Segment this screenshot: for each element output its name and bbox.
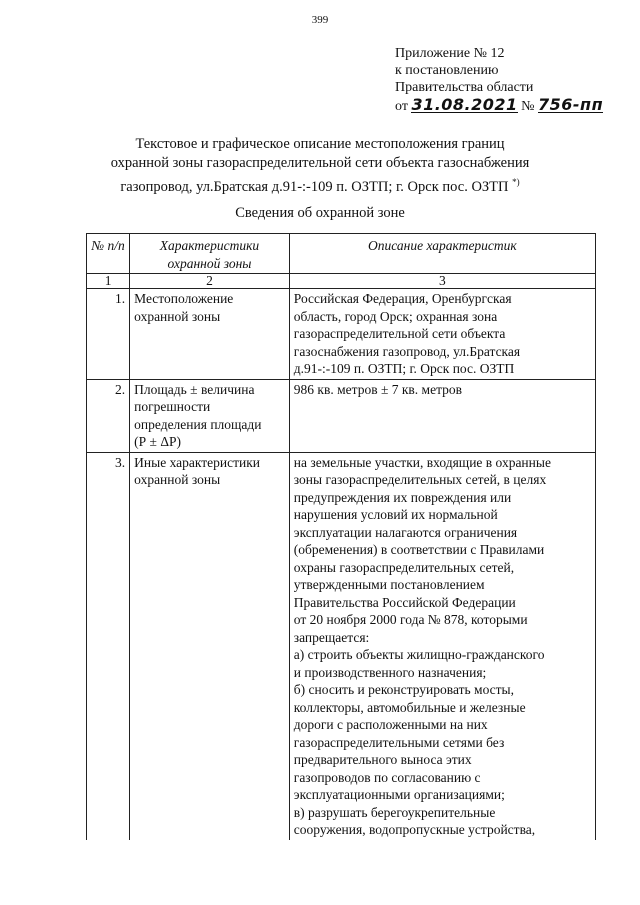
char-line: погрешности [134,399,211,414]
footnote-mark: *) [512,177,520,187]
appendix-date-line [395,96,603,115]
desc-line: нарушения условий их нормальной [293,507,498,522]
char-line: Местоположение [134,291,234,306]
desc-line: коллекторы, автомобильные и железные [293,699,526,715]
page-number: 399 [311,14,329,26]
row-characteristic [130,379,290,452]
column-number-3: 3 [289,274,595,289]
title-line-3: газопровод, ул.Братская д.91-:-109 п. ОЗТП; г. Орск пос. ОЗТП [120,178,509,195]
desc-line: эксплуатации налагаются ограничения [293,524,518,540]
column-numbers-row [87,274,596,289]
signed-date-field [411,96,517,115]
desc-line: (обременения) в соответствии с Правилами [293,542,545,557]
column-number-2: 2 [130,274,290,289]
title-line-3-wrap [80,173,560,197]
desc-line: Правительства Российской Федерации [293,594,516,610]
desc-line: газораспределительными сетями без [293,734,505,750]
char-line: (Р ± ΔР) [134,434,182,449]
desc-line: газоснабжения газопровод, ул.Братская [293,343,521,359]
desc-line: утвержденными постановлением [293,577,485,592]
desc-line: от 20 ноября 2000 года № 878, которыми [293,612,528,627]
char-line: охранной зоны [134,308,221,324]
table-row [87,289,596,380]
table-row [87,452,596,840]
desc-line: сооружения, водопропускные устройства, [293,822,536,837]
char-line: Площадь ± величина [134,381,255,397]
protection-zone-table [86,233,596,840]
appendix-line-1: Приложение № 12 [395,46,505,61]
column-number-1: 1 [87,274,130,289]
header-characteristic: Характеристики охранной зоны [130,234,290,274]
row-number: 2. [87,379,130,452]
title-line-2: охранной зоны газораспределительной сети объекта газоснабжения [110,155,530,171]
row-characteristic [130,289,290,380]
desc-line: и производственного назначения; [293,664,487,680]
handwritten-date: 31.08.2021 [411,95,518,114]
desc-line: 986 кв. метров ± 7 кв. метров [293,381,463,397]
desc-line: область, город Орск; охранная зона [293,308,498,324]
desc-line: газораспределительной сети объекта [293,326,506,341]
desc-line: предварительного выноса этих [293,752,472,767]
signed-number-field [538,96,603,115]
desc-line: на земельные участки, входящие в охранные [293,454,551,470]
header-num: № п/п [87,234,130,274]
desc-line: эксплуатационными организациями; [293,787,505,802]
desc-line: запрещается: [293,629,370,645]
title-line-1: Текстовое и графическое описание местоположения границ [135,136,505,152]
handwritten-number: 756-пп [538,95,604,114]
row-number: 3. [87,452,130,840]
header-description: Описание характеристик [289,234,595,274]
desc-line: дороги с расположенными на них [293,717,488,732]
char-line: Иные характеристики [134,454,261,470]
desc-line: Российская Федерация, Оренбургская [293,291,512,306]
appendix-line-3: Правительства области [395,80,534,95]
table-header-row [87,234,596,274]
desc-line: д.91-:-109 п. ОЗТП; г. Орск пос. ОЗТП [293,361,515,376]
char-line: определения площади [134,416,262,432]
document-title [80,135,560,197]
desc-line: газопроводов по согласованию с [293,769,481,785]
appendix-block [395,45,603,115]
row-description [289,452,595,840]
row-description [289,379,595,452]
row-characteristic [130,452,290,840]
appendix-line-2: к постановлению [395,63,499,78]
from-label: от [395,99,408,114]
desc-line: а) строить объекты жилищно-гражданского [293,647,545,662]
desc-line: в) разрушать берегоукрепительные [293,804,496,820]
section-subtitle: Сведения об охранной зоне [235,205,405,221]
desc-line: зоны газораспределительных сетей, в целях [293,472,547,487]
desc-line: б) сносить и реконструировать мосты, [293,682,514,697]
desc-line: охраны газораспределительных сетей, [293,559,515,575]
number-label: № [521,99,535,114]
char-line: охранной зоны [134,472,221,487]
row-description [289,289,595,380]
row-number: 1. [87,289,130,380]
table-row [87,379,596,452]
desc-line: предупреждения их повреждения или [293,489,512,505]
